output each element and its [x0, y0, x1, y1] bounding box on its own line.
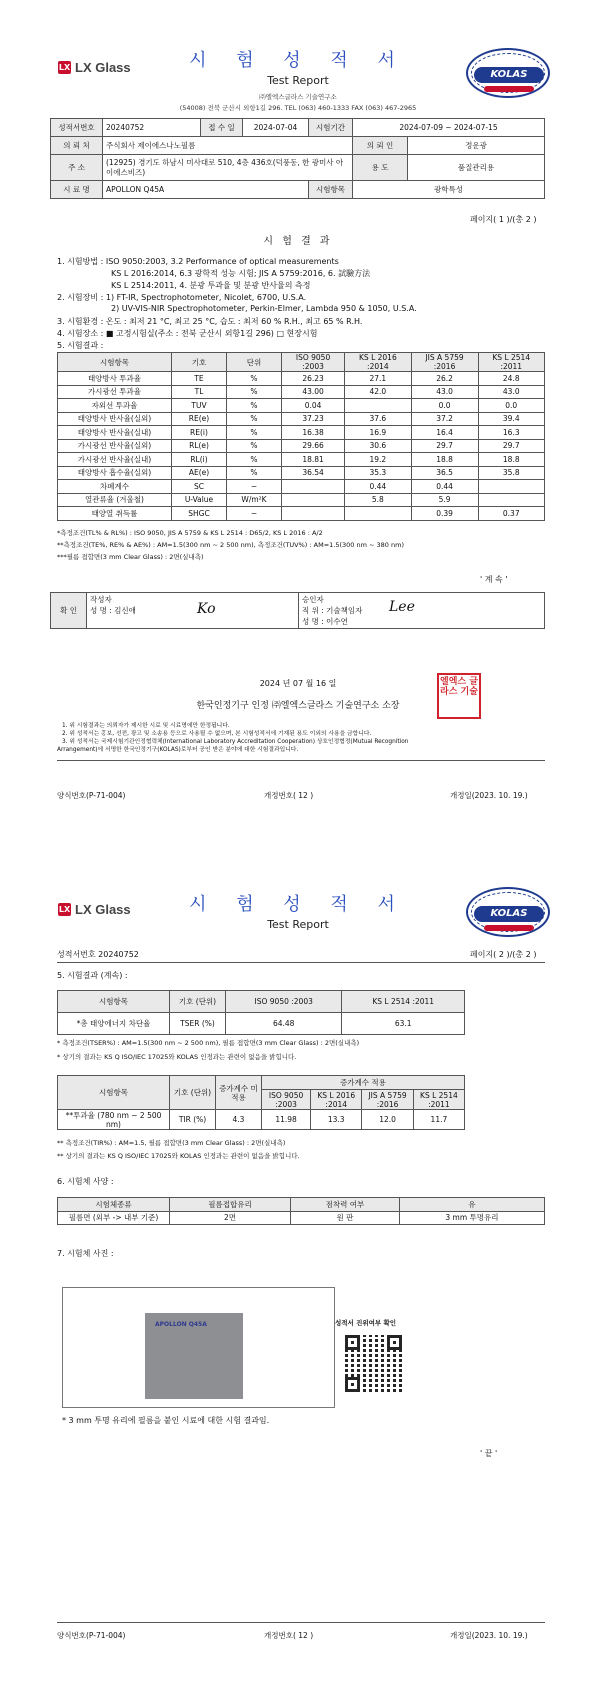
sign-table: 확 인 작성자 성 명 : 김신애 Ko 승인자 직 위 : 기술책임자 성 명 : 이수연 Lee: [50, 592, 545, 629]
table-row: 태양방사 흡수율(실외) AE(e) % 36.54 35.3 36.5 35.8: [58, 466, 545, 480]
report-title: 시 험 성 적 서 Test Report: [189, 50, 407, 87]
writer-signature: Ko: [197, 601, 216, 617]
table-row: 가시광선 반사율(실내) RL(i) % 18.81 19.2 18.8 18.8: [58, 453, 545, 467]
table-row: 자외선 투과율 TUV % 0.04 0.0 0.0: [58, 399, 545, 413]
lx-glass-logo-2: LX LX Glass: [58, 902, 131, 917]
specimen-table: 시험체종류 필름접합유리 점착력 여부 유 필름면 (외부 -> 내부 기준) 2면 원 판 3 mm 투명유리: [57, 1197, 545, 1225]
report-page-1: LX LX Glass 시 험 성 적 서 Test Report KOLAS ㈜엘엑스글라스 기술연구소 (54008) 전북 군산시 외항1길 296. TEL (063) 460-1333 FAX (063) 467-2965 성적서번호 20240752 접 수 일 2024-07-04 시험기간 2024-07-09 ~ 2024-07-15 의 뢰 처 주식회사 제이에스나노필름 의 뢰 인 정운광 주 소 (12925) 경기도 하남시 미사대로 510, 4층 436호(덕풍동, 한 광미사 아이에스비즈) 용 도 품질관리용 시 료 명 APOLLON Q45A 시험항목 광학특성 페이지( 1 )/(총 2 ) 시 험 결 과 1. 시험방법 : ISO 9050:2003, 3.2 Performance of optical measurements KS L 2016:2014, 6.3 광학적 성능 시험; JIS A 5759:2016, 6. 試驗方法 KS L 2514:2011, 4. 분광 투과율 및 분광 반사율의 측정 2. 시험장비 : 1) FT-IR, Spectrophotometer, Nicolet, 6700, U.S.A. 2) UV-VIS-NIR Spectrophotometer, Perkin-Elmer, Lambda 950 & 1050, U.S.A. 3. 시험환경 : 온도 : 최저 21 °C, 최고 25 °C, 습도 : 최저 60 % R.H., 최고 65 % R.H. 4. 시험장소 : ■ 고정시험실(주소 : 전북 군산시 외항1길 296) □ 현장시험 5. 시험결과 : 시험항목 기호 단위 ISO 9050 :2003 KS L 2016 :2014 JIS A 5759 :2016 KS L 2514 :2011 태양방사 투과율 TE % 26.23 27.1 26.2 24.8 가시광선 투과율 TL % 43.00 42.0 43.0 43.0 자외선 투과율 TUV % 0.04 0.0 0.0 태양방사 반사율(실외) RE(e) % 37.23 37.6 37.2 39.4 태양방사 반사율(실내) RE(i) % 16.38 16.9 16.4 16.3 가시광선 반사율(실외) RL(e) % 29.66 30.6 29.7 29.7 가시광선 반사율(실내) RL(i) % 18.81 19.2 18.8 18.8 태양방사 흡수율(실외) AE(e) % 36.54 35.3 36.5 35.8 차폐계수 SC − 0.44 0.44 열관류율 (겨울철) U-Value W/m²K 5.8 5.9 태양열 취득률 SHGC − 0.39 0.37 *측정조건(TL% & RL%) : ISO 9050, JIS A 5759 & KS L 2514 : D65/2, KS L 2016 : A/2 **측정조건(TE%, RE% & AE%) : AM=1.5(300 nm ~ 2 500 nm), 측정조건(TUV%) : AM=1.5(300 nm ~ 380 nm) ***필름 접합면(3 mm Clear Glass) : 2면(실내측) ' 계 속 ' 확 인 작성자 성 명 : 김신애 Ko 승인자 직 위 : 기술책임자 성 명 : 이수연 Lee 2024 년 07 월 16 일 한국인정기구 인정 ㈜엘엑스글라스 기술연구소 소장 엘엑스 글라스 기술 1. 위 시험결과는 의뢰자가 제시한 시료 및 시료명에만 한정됩니다. 2. 위 성적서는 홍보, 선전, 광고 및 소송용 등으로 사용될 수 없으며, 본 시험성적서에 기재된 용도 이외의 사용을 금합니다. 3. 위 성적서는 국제시험기관인정협력체(International Laboratory Accreditation Cooperation) 상호인정협정(Mutual Recognition Arrangement)에 서명한 한국인정기구(KOLAS)로부터 공인 받은 분야에 대한 시험결과입니다. 양식번호(P-71-004) 개정번호( 12 ) 개정일(2023. 10. 19.): [0, 0, 596, 842]
verification-qr-icon[interactable]: [345, 1335, 402, 1392]
table-row: 태양방사 반사율(실외) RE(e) % 37.23 37.6 37.2 39.4: [58, 412, 545, 426]
report-page-2: LX LX Glass 시 험 성 적 서 Test Report KOLAS 성적서번호 20240752 페이지( 2 )/(총 2 ) 5. 시험결과 (계속) : 시험항목 기호 (단위) ISO 9050 :2003 KS L 2514 :2011 *총 태양에너지 차단율 TSER (%) 64.48 63.1 * 측정조건(TSER%) : AM=1.5(300 nm ~ 2 500 nm), 필름 접합면(3 mm Clear Glass) : 2면(실내측) * 상기의 결과는 KS Q ISO/IEC 17025와 KOLAS 인정과는 관련이 없음을 밝힙니다. 시험항목 기호 (단위) 증가계수 미적용 증가계수 적용 ISO 9050 :2003 KS L 2016 :2014 JIS A 5759 :2016 KS L 2514 :2011 **투과율 (780 nm ~ 2 500 nm) TIR (%) 4.3 11.98 13.3 12.0 11.7 ** 측정조건(TIR%) : AM=1.5, 필름 접합면(3 mm Clear Glass) : 2면(실내측) ** 상기의 결과는 KS Q ISO/IEC 17025와 KOLAS 인정과는 관련이 없음을 밝힙니다. 6. 시험체 사양 : 시험체종류 필름접합유리 점착력 여부 유 필름면 (외부 -> 내부 기준) 2면 원 판 3 mm 투명유리 7. 시험체 사진 : APOLLON Q45A 성적서 진위여부 확인 * 3 mm 투명 유리에 필름을 붙인 시료에 대한 시험 결과임. ' 끝 ' 양식번호(P-71-004) 개정번호( 12 ) 개정일(2023. 10. 19.): [0, 842, 596, 1684]
kolas-logo-2: KOLAS: [466, 887, 550, 937]
table-row: 가시광선 투과율 TL % 43.00 42.0 43.0 43.0: [58, 385, 545, 399]
table-row: 차폐계수 SC − 0.44 0.44: [58, 480, 545, 494]
table-row: 열관류율 (겨울철) U-Value W/m²K 5.8 5.9: [58, 493, 545, 507]
table-row: 태양열 취득률 SHGC − 0.39 0.37: [58, 507, 545, 521]
lx-logo-icon: LX: [58, 905, 71, 914]
table-row: 태양방사 반사율(실내) RE(i) % 16.38 16.9 16.4 16.3: [58, 426, 545, 440]
tir-table: 시험항목 기호 (단위) 증가계수 미적용 증가계수 적용 ISO 9050 :2003 KS L 2016 :2014 JIS A 5759 :2016 KS L 2514 :2011 **투과율 (780 nm ~ 2 500 nm) TIR (%) 4.3 11.98 13.3 12.0 11.7: [57, 1075, 465, 1130]
tser-table: 시험항목 기호 (단위) ISO 9050 :2003 KS L 2514 :2011 *총 태양에너지 차단율 TSER (%) 64.48 63.1: [57, 990, 465, 1035]
glass-sample-photo: APOLLON Q45A: [145, 1313, 243, 1399]
approver-signature: Lee: [389, 599, 415, 615]
table-row: 가시광선 반사율(실외) RL(e) % 29.66 30.6 29.7 29.7: [58, 439, 545, 453]
org-address: ㈜엘엑스글라스 기술연구소 (54008) 전북 군산시 외항1길 296. TEL (063) 460-1333 FAX (063) 467-2965: [179, 93, 417, 112]
lx-logo-icon: LX: [58, 63, 71, 72]
table-row: 태양방사 투과율 TE % 26.23 27.1 26.2 24.8: [58, 372, 545, 386]
official-seal: 엘엑스 글라스 기술: [437, 673, 481, 719]
report-title-2: 시 험 성 적 서 Test Report: [189, 894, 407, 931]
info-table: 성적서번호 20240752 접 수 일 2024-07-04 시험기간 2024-07-09 ~ 2024-07-15 의 뢰 처 주식회사 제이에스나노필름 의 뢰 인 정운광 주 소 (12925) 경기도 하남시 미사대로 510, 4층 436호(덕풍동, 한 광미사 아이에스비즈) 용 도 품질관리용 시 료 명 APOLLON Q45A 시험항목 광학특성: [50, 118, 545, 199]
results-table: 시험항목 기호 단위 ISO 9050 :2003 KS L 2016 :2014 JIS A 5759 :2016 KS L 2514 :2011 태양방사 투과율 TE % 26.23 27.1 26.2 24.8 가시광선 투과율 TL % 43.00 42.0 43.0 43.0 자외선 투과율 TUV % 0.04 0.0 0.0 태양방사 반사율(실외) RE(e) % 37.23 37.6 37.2 39.4 태양방사 반사율(실내) RE(i) % 16.38 16.9 16.4 16.3 가시광선 반사율(실외) RL(e) % 29.66 30.6 29.7 29.7 가시광선 반사율(실내) RL(i) % 18.81 19.2 18.8 18.8 태양방사 흡수율(실외) AE(e) % 36.54 35.3 36.5 35.8 차폐계수 SC − 0.44 0.44 열관류율 (겨울철) U-Value W/m²K 5.8 5.9 태양열 취득률 SHGC − 0.39 0.37: [57, 352, 545, 521]
kolas-logo: KOLAS: [466, 48, 550, 98]
lx-glass-logo: LX LX Glass: [58, 60, 131, 75]
